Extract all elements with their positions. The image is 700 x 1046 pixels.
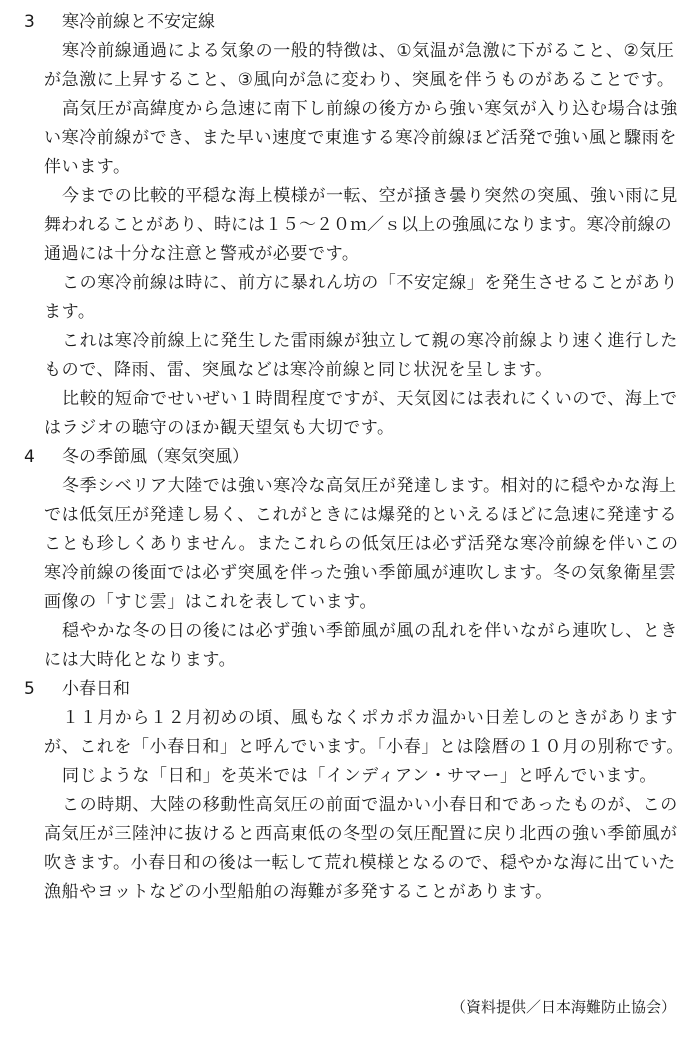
section-3-heading xyxy=(24,10,215,34)
paragraph-line: この寒冷前線は時に、前方に暴れん坊の「不安定線」を発生させることがあり xyxy=(62,273,678,293)
paragraph-line: には大時化となります。 xyxy=(44,650,237,670)
section-number: 3 xyxy=(24,12,35,32)
paragraph-line: １１月から１２月初めの頃、風もなくポカポカ温かい日差しのときがあります xyxy=(62,708,678,728)
paragraph-line: 漁船やヨットなどの小型船舶の海難が多発することがあります。 xyxy=(44,882,553,902)
section-number: 4 xyxy=(24,447,35,467)
section-title: 小春日和 xyxy=(62,679,130,699)
paragraph-line: 画像の「すじ雲」はこれを表しています。 xyxy=(44,592,378,612)
paragraph-line: い寒冷前線ができ、また早い速度で東進する寒冷前線ほど活発で強い風と驟雨を xyxy=(44,128,677,148)
paragraph-line: 今までの比較的平穏な海上模様が一転、空が掻き曇り突然の突風、強い雨に見 xyxy=(62,186,678,206)
paragraph-line: この時期、大陸の移動性高気圧の前面で温かい小春日和であったものが、この xyxy=(62,795,678,815)
paragraph-line: 寒冷前線通過による気象の一般的特徴は、①気温が急激に下がること、②気圧 xyxy=(62,41,675,61)
paragraph-line: これは寒冷前線上に発生した雷雨線が独立して親の寒冷前線より速く進行した xyxy=(62,331,678,351)
paragraph-line: 穏やかな冬の日の後には必ず強い季節風が風の乱れを伴いながら連吹し、とき xyxy=(62,621,678,641)
paragraph-line: 高気圧が三陸沖に抜けると西高東低の冬型の気圧配置に戻り北西の強い季節風が xyxy=(44,824,678,844)
paragraph-line: 高気圧が高緯度から急速に南下し前線の後方から強い寒気が入り込む場合は強 xyxy=(62,99,678,119)
paragraph-line: ことも珍しくありません。またこれらの低気圧は必ず活発な寒冷前線を伴いこの xyxy=(44,534,679,554)
section-4-heading xyxy=(24,445,249,469)
paragraph-line: 寒冷前線の後面では必ず突風を伴った強い季節風が連吹します。冬の気象衛星雲 xyxy=(44,563,677,583)
paragraph-line: では低気圧が発達し易く、これがときには爆発的といえるほどに急速に発達する xyxy=(44,505,678,525)
paragraph-line: 舞われることがあり、時には１５～２０ｍ／ｓ以上の強風になります。寒冷前線の xyxy=(44,215,672,235)
source-credit: （資料提供／日本海難防止協会） xyxy=(450,998,676,1016)
paragraph-line: が、これを「小春日和」と呼んでいます。「小春」とは陰暦の１０月の別称です。 xyxy=(44,737,684,757)
paragraph-line: はラジオの聴守のほか観天望気も大切です。 xyxy=(44,418,395,438)
paragraph-line: ます。 xyxy=(44,302,96,322)
paragraph-line: 冬季シベリア大陸では強い寒冷な高気圧が発達します。相対的に穏やかな海上 xyxy=(62,476,677,496)
paragraph-line: 比較的短命でせいぜい１時間程度ですが、天気図には表れにくいので、海上で xyxy=(62,389,678,409)
section-5-heading xyxy=(24,677,130,701)
paragraph-line: 通過には十分な注意と警戒が必要です。 xyxy=(44,244,360,264)
paragraph-line: もので、降雨、雷、突風などは寒冷前線と同じ状況を呈します。 xyxy=(44,360,553,380)
paragraph-line: 伴います。 xyxy=(44,157,131,177)
section-title: 冬の季節風（寒気突風） xyxy=(62,447,249,467)
section-number: 5 xyxy=(24,679,35,699)
paragraph-line: 吹きます。小春日和の後は一転して荒れ模様となるので、穏やかな海に出ていた xyxy=(44,853,676,873)
paragraph-line: が急激に上昇すること、③風向が急に変わり、突風を伴うものがあることです。 xyxy=(44,70,675,90)
paragraph-line: 同じような「日和」を英米では「インディアン・サマー」と呼んでいます。 xyxy=(62,766,657,786)
section-title: 寒冷前線と不安定線 xyxy=(62,12,215,32)
